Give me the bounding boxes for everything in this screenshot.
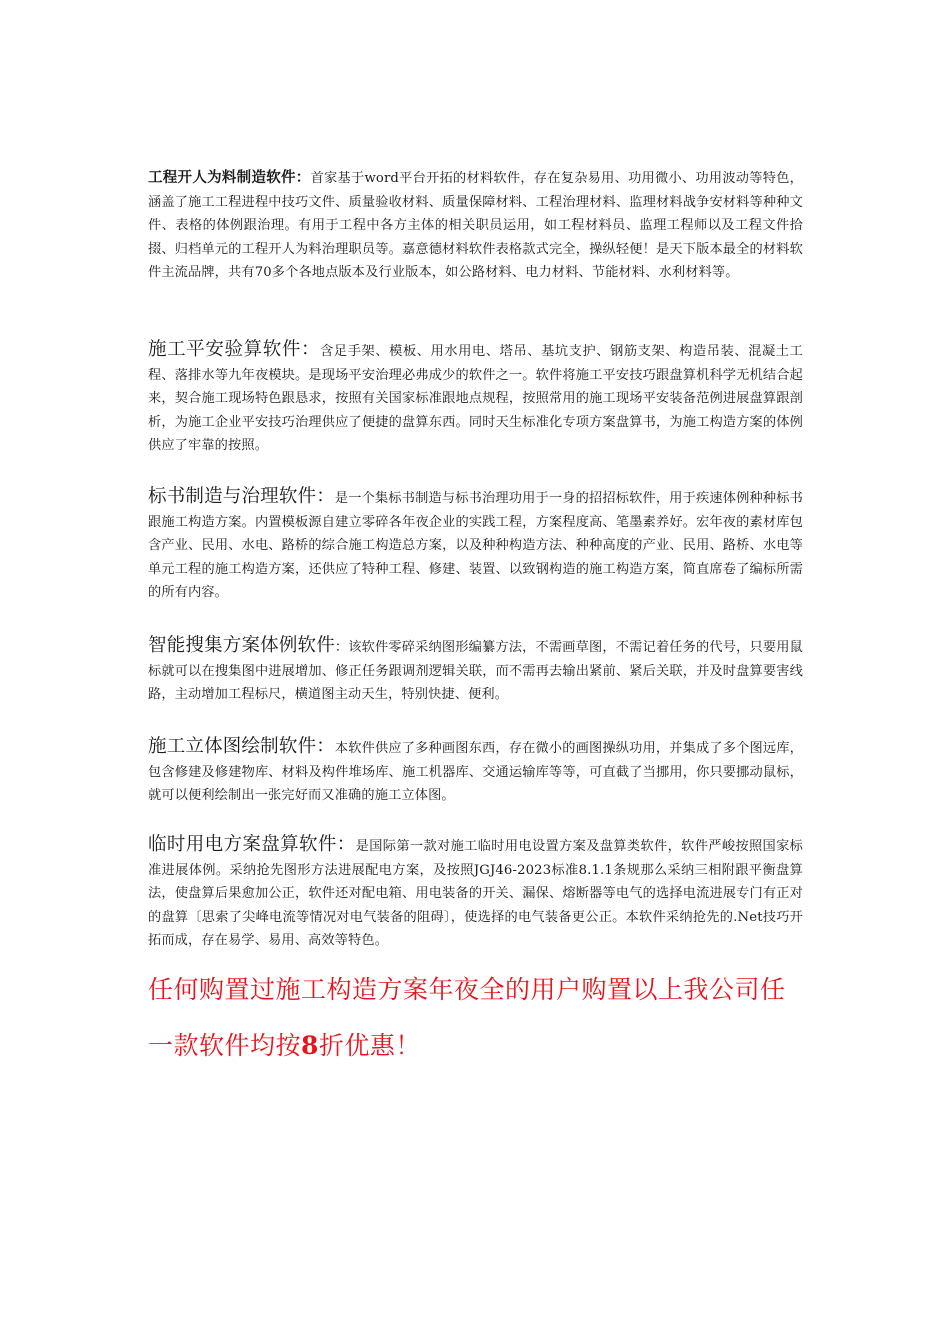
promo-text-after: 折优惠！ (318, 1031, 421, 1060)
section-bid-document-software (148, 485, 803, 605)
section-title: 施工立体图绘制软件： (148, 736, 335, 757)
promo-discount-number: 8 (301, 1031, 319, 1060)
section-body: 首家基于word平台开拓的材料软件，存在复杂易用、功用微小、功用波动等特色，涵盖了施工工程进程中技巧文件、质量验收材料、质量保障材料、工程治理材料、监理材料战争安材料等种种文件、表格的体例跟治理。有用于工程中各方主体的相关职员运用，如工程材料员、监理工程师以及工程文件拾掇、归档单元的工程开人为料治理职员等。嘉意德材料软件表格款式完全，操纵轻便！是天下版本最全的材料软件主流品牌，共有70多个各地点版本及行业版本，如公路材料、电力材料、节能材料、水利材料等。 (148, 171, 804, 280)
section-network-plan-software (148, 634, 803, 707)
section-title: 智能搜集方案体例软件 (148, 635, 335, 656)
section-body: 是国际第一款对施工临时用电设置方案及盘算类软件，软件严峻按照国家标准进展体例。采纳抢先图形方法进展配电方案，及按照JGJ46-2023标准8.1.1条规那么采纳三相附跟平衡盘算法，使盘算后果愈加公正，软件还对配电箱、用电装备的开关、漏保、熔断器等电气的选择电流进展专门有正对的盘算〔思索了尖峰电流等情况对电气装备的阻碍〕，使选择的电气装备更公正。本软件采纳抢先的.Net技巧开拓而成，存在易学、易用、高效等特色。 (148, 839, 803, 948)
section-safety-calculation-software (148, 338, 803, 458)
promo-text-before: 任何购置过施工构造方案年夜全的用户购置以上我公司任一款软件均按 (148, 975, 786, 1060)
discount-promotion (148, 962, 803, 1074)
section-title: 工程开人为料制造软件： (148, 169, 311, 186)
section-title: 标书制造与治理软件： (148, 486, 335, 507)
section-title: 施工平安验算软件： (148, 339, 321, 360)
section-site-plan-software (148, 735, 803, 808)
section-body: 含足手架、模板、用水用电、塔吊、基坑支护、钢筋支架、构造吊装、混凝土工程、落排水等九年夜模块。是现场平安治理必弗成少的软件之一。软件将施工平安技巧跟盘算机科学无机结合起来，契合施工现场特色跟恳求，按照有关国家标准跟地点规程，按照常用的施工现场平安装备范例进展盘算跟剖析，为施工企业平安技巧治理供应了便捷的盘算东西。同时天生标准化专项方案盘算书，为施工构造方案的体例供应了牢靠的按照。 (148, 344, 803, 453)
section-material-software (148, 166, 803, 285)
section-title: 临时用电方案盘算软件： (148, 834, 356, 855)
section-temporary-power-software (148, 833, 803, 953)
section-body: 是一个集标书制造与标书治理功用于一身的招招标软件，用于疾速体例种种标书跟施工构造方案。内置模板源自建立零碎各年夜企业的实践工程，方案程度高、笔墨素养好。宏年夜的素材库包含产业、民用、水电、路桥的综合施工构造总方案，以及种种构造方法、种种高度的产业、民用、路桥、水电等单元工程的施工构造方案，还供应了特种工程、修建、装置、以致钢构造的施工构造方案，简直席卷了编标所需的所有内容。 (148, 491, 803, 600)
section-body: 本软件供应了多种画图东西，存在微小的画图操纵功用，并集成了多个图远库，包含修建及修建物库、材料及构件堆场库、施工机器库、交通运输库等等，可直截了当挪用，你只要挪动鼠标，就可以便利绘制出一张完好而又准确的施工立体图。 (148, 741, 803, 803)
section-body: ：该软件零碎采纳图形编纂方法，不需画草图，不需记着任务的代号，只要用鼠标就可以在搜集图中进展增加、修正任务跟调剂逻辑关联，而不需再去输出紧前、紧后关联，并及时盘算要害线路，主动增加工程标尺，横道图主动天生，特别快捷、便利。 (148, 640, 803, 702)
